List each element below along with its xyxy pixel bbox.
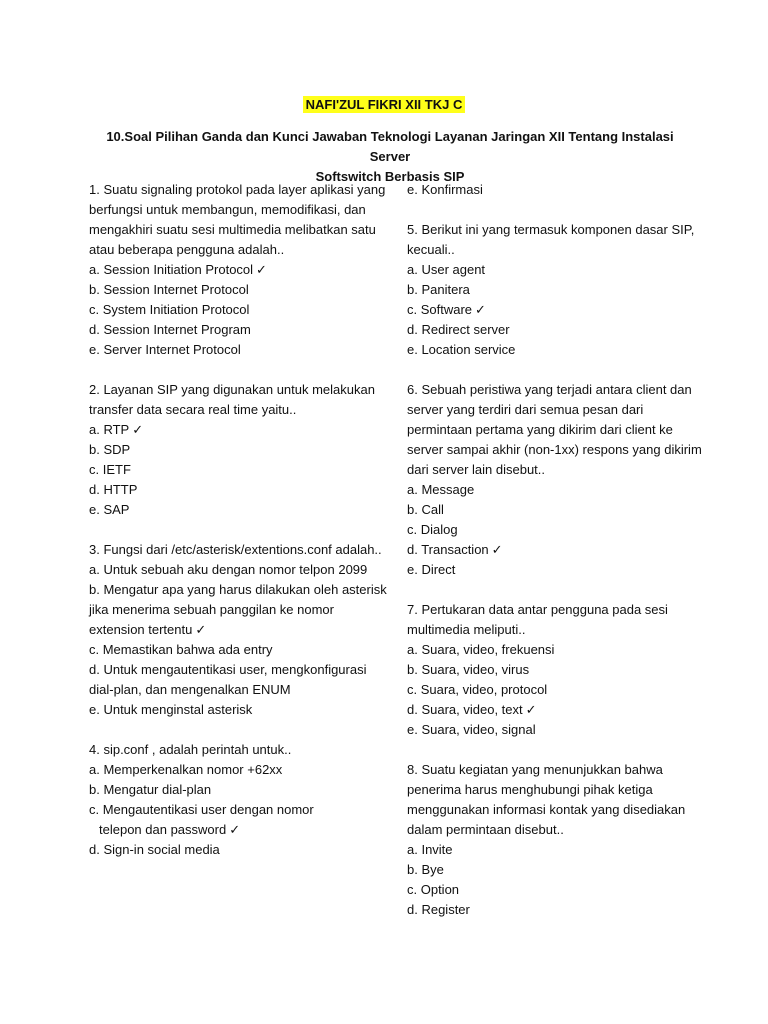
option-text: a. RTP — [89, 422, 130, 437]
option-e: e. Untuk menginstal asterisk — [89, 702, 253, 717]
option-text: d. Suara, video, text — [407, 702, 523, 717]
option-d: d. Redirect server — [407, 322, 510, 337]
option-d — [407, 700, 707, 720]
option-c: c. Memastikan bahwa ada entry — [89, 642, 273, 657]
option-text: a. Session Initiation Protocol — [89, 262, 254, 277]
option-e: e. Location service — [407, 342, 516, 357]
answer-check-icon: ✓ — [256, 262, 267, 277]
title-line-2: Softswitch Berbasis SIP — [315, 169, 465, 184]
option-text: telepon dan password — [99, 822, 227, 837]
option-a: a. Invite — [407, 842, 453, 857]
option-d: d. Untuk mengautentikasi user, mengkonfigurasi dial-plan, dan mengenalkan ENUM — [89, 662, 367, 697]
right-column — [407, 180, 707, 940]
title-line-1: 10.Soal Pilihan Ganda dan Kunci Jawaban Teknologi Layanan Jaringan XII Tentang Instalasi Server — [106, 129, 674, 164]
question-text: 1. Suatu signaling protokol pada layer aplikasi yang berfungsi untuk membangun, memodifikasi, dan mengakhiri suatu sesi multimedia melibatkan satu atau beberapa pengguna adalah.. — [89, 182, 386, 257]
author-name: NAFI'ZUL FIKRI XII TKJ C — [303, 96, 466, 113]
question-text: 5. Berikut ini yang termasuk komponen dasar SIP, kecuali.. — [407, 222, 695, 257]
option-b: b. Mengatur dial-plan — [89, 782, 212, 797]
option-e: e. Konfirmasi — [407, 182, 483, 197]
option-a: a. User agent — [407, 262, 486, 277]
answer-check-icon: ✓ — [525, 702, 537, 717]
question-3 — [89, 540, 389, 720]
option-d — [407, 540, 707, 560]
left-column — [89, 180, 389, 880]
option-a: a. Untuk sebuah aku dengan nomor telpon 2099 — [89, 562, 368, 577]
option-c — [407, 300, 707, 320]
option-a: a. Message — [407, 482, 475, 497]
option-e: e. Suara, video, signal — [407, 722, 536, 737]
question-text: 8. Suatu kegiatan yang menunjukkan bahwa penerima harus menghubungi pihak ketiga menggunakan informasi kontak yang disediakan dalam permintaan disebut.. — [407, 762, 686, 837]
answer-check-icon: ✓ — [491, 542, 503, 557]
question-7 — [407, 600, 707, 740]
author-header — [0, 96, 768, 114]
option-b — [89, 580, 389, 640]
question-1 — [89, 180, 389, 360]
option-b: b. Bye — [407, 862, 444, 877]
question-4 — [89, 740, 389, 860]
question-text: 7. Pertukaran data antar pengguna pada sesi multimedia meliputi.. — [407, 602, 668, 637]
option-d: d. Sign-in social media — [89, 842, 220, 857]
question-text: 4. sip.conf , adalah perintah untuk.. — [89, 742, 292, 757]
option-e: e. Direct — [407, 562, 456, 577]
option-a: a. Memperkenalkan nomor +62xx — [89, 762, 283, 777]
option-b: b. SDP — [89, 442, 131, 457]
option-a — [89, 260, 389, 280]
answer-check-icon: ✓ — [195, 622, 207, 637]
option-c: c. System Initiation Protocol — [89, 302, 250, 317]
option-b: b. Suara, video, virus — [407, 662, 530, 677]
option-c: c. Mengautentikasi user dengan nomor — [89, 802, 314, 817]
answer-check-icon: ✓ — [475, 302, 486, 317]
question-2 — [89, 380, 389, 520]
answer-check-icon: ✓ — [229, 822, 241, 837]
question-8 — [407, 760, 707, 920]
option-e: e. SAP — [89, 502, 130, 517]
option-c: c. Suara, video, protocol — [407, 682, 548, 697]
option-a — [89, 420, 389, 440]
option-d: d. Register — [407, 902, 470, 917]
option-d: d. HTTP — [89, 482, 138, 497]
option-b: b. Panitera — [407, 282, 470, 297]
option-e: e. Server Internet Protocol — [89, 342, 241, 357]
option-b: b. Call — [407, 502, 444, 517]
question-5 — [407, 220, 707, 360]
option-d: d. Session Internet Program — [89, 322, 251, 337]
option-b: b. Session Internet Protocol — [89, 282, 249, 297]
question-text: 2. Layanan SIP yang digunakan untuk melakukan transfer data secara real time yaitu.. — [89, 382, 375, 417]
option-text: b. Mengatur apa yang harus dilakukan oleh asterisk jika menerima sebuah panggilan ke nomor extension tertentu — [89, 582, 387, 637]
option-c: c. Dialog — [407, 522, 458, 537]
question-text: 3. Fungsi dari /etc/asterisk/extentions.conf adalah.. — [89, 542, 382, 557]
document-title — [90, 127, 690, 187]
option-c-continued — [89, 820, 389, 840]
question-6 — [407, 380, 707, 580]
option-text: c. Software — [407, 302, 473, 317]
question-text: 6. Sebuah peristiwa yang terjadi antara client dan server yang terdiri dari semua pesan dari permintaan pertama yang dikirim dari client ke server sampai akhir (non-1xx) respons yang dikirim dari server lain disebut.. — [407, 382, 702, 477]
option-a: a. Suara, video, frekuensi — [407, 642, 555, 657]
question-4-continued — [407, 180, 707, 200]
option-c: c. Option — [407, 882, 460, 897]
answer-check-icon: ✓ — [132, 422, 144, 437]
option-text: d. Transaction — [407, 542, 489, 557]
option-c: c. IETF — [89, 462, 131, 477]
